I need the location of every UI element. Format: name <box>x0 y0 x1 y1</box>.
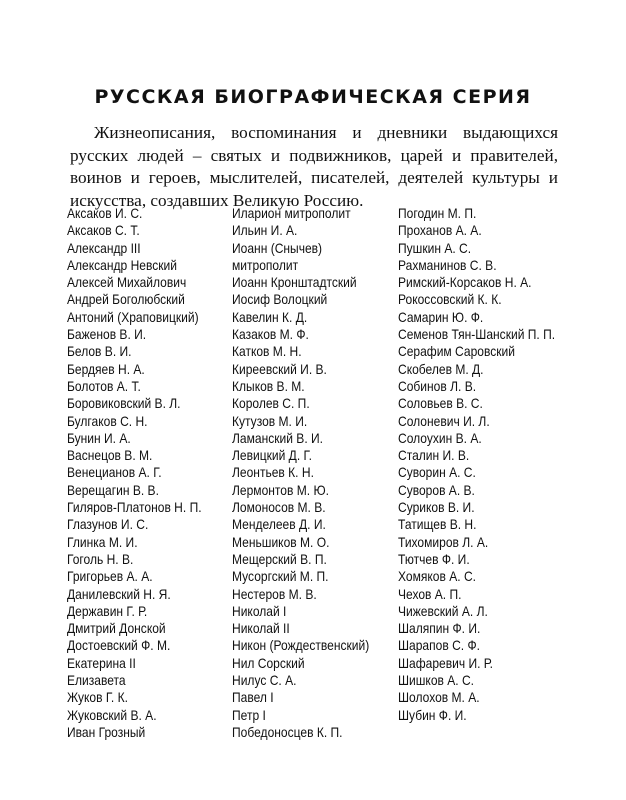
list-item: Киреевский И. В. <box>232 360 327 377</box>
list-item: Мусоргский М. П. <box>232 568 329 585</box>
list-item: Чижевский А. Л. <box>398 602 488 619</box>
list-item: Екатерина II <box>67 654 136 671</box>
list-item: Иоанн (Снычев) <box>232 239 323 256</box>
list-item: Достоевский Ф. М. <box>67 637 171 654</box>
list-item: Ломоносов М. В. <box>232 499 326 516</box>
list-item: Бунин И. А. <box>67 429 131 446</box>
list-item: Нил Сорский <box>232 654 305 671</box>
list-item: Болотов А. Т. <box>67 377 141 394</box>
list-item: Суворин А. С. <box>398 464 476 481</box>
list-item: Боровиковский В. Л. <box>67 395 181 412</box>
list-item: Елизавета <box>67 672 126 689</box>
list-item: Солоухин В. А. <box>398 429 482 446</box>
list-item: Кутузов М. И. <box>232 412 308 429</box>
list-item: Антоний (Храповицкий) <box>67 308 199 325</box>
list-item: Соловьев В. С. <box>398 395 483 412</box>
list-item: Кавелин К. Д. <box>232 308 308 325</box>
list-item: Гиляров-Платонов Н. П. <box>67 499 202 516</box>
list-item: Суворов А. В. <box>398 481 475 498</box>
list-item: Жуков Г. К. <box>67 689 128 706</box>
list-item: Никон (Рождественский) <box>232 637 370 654</box>
list-item: Королев С. П. <box>232 395 310 412</box>
list-item: Аксаков С. Т. <box>67 222 140 239</box>
list-item: Гоголь Н. В. <box>67 550 134 567</box>
list-item: Павел I <box>232 689 274 706</box>
list-item: Шаляпин Ф. И. <box>398 620 481 637</box>
list-item: Шолохов М. А. <box>398 689 480 706</box>
list-item: Победоносцев К. П. <box>232 723 343 740</box>
list-item: Иван Грозный <box>67 723 146 740</box>
list-item: Казаков М. Ф. <box>232 326 309 343</box>
list-item: Иоанн Кронштадтский <box>232 274 357 291</box>
names-column-2 <box>232 205 369 741</box>
list-item: Чехов А. П. <box>398 585 462 602</box>
list-item: Шафаревич И. Р. <box>398 654 493 671</box>
list-item: Жуковский В. А. <box>67 706 157 723</box>
list-item: Шубин Ф. И. <box>398 706 467 723</box>
list-item: Татищев В. Н. <box>398 516 477 533</box>
list-item: Ильин И. А. <box>232 222 298 239</box>
page-title: РУССКАЯ БИОГРАФИЧЕСКАЯ СЕРИЯ <box>94 86 532 108</box>
list-item: Левицкий Д. Г. <box>232 447 312 464</box>
list-item: Андрей Боголюбский <box>67 291 185 308</box>
list-item: Державин Г. Р. <box>67 602 148 619</box>
list-item: Булгаков С. Н. <box>67 412 148 429</box>
list-item: Лермонтов М. Ю. <box>232 481 329 498</box>
list-item: Клыков В. М. <box>232 377 305 394</box>
list-item: Пушкин А. С. <box>398 239 472 256</box>
list-item: Данилевский Н. Я. <box>67 585 171 602</box>
list-item: Белов В. И. <box>67 343 132 360</box>
list-item: Иосиф Волоцкий <box>232 291 328 308</box>
list-item: Венецианов А. Г. <box>67 464 162 481</box>
list-item: Шарапов С. Ф. <box>398 637 480 654</box>
list-item: Рахманинов С. В. <box>398 256 497 273</box>
list-item: Бердяев Н. А. <box>67 360 145 377</box>
intro-paragraph: Жизнеописания, воспоминания и дневники выдающихся русских людей – святых и подвижников, царей и правителей, воинов и героев, мыслителей, писателей, деятелей культуры и искусства, создавших Великую Россию. <box>70 123 558 210</box>
names-column-3 <box>398 205 555 724</box>
list-item: Глазунов И. С. <box>67 516 149 533</box>
list-item: Погодин М. П. <box>398 205 477 221</box>
list-item: Аксаков И. С. <box>67 205 143 221</box>
list-item: Дмитрий Донской <box>67 620 166 637</box>
list-item: Самарин Ю. Ф. <box>398 308 484 325</box>
list-item: Баженов В. И. <box>67 326 147 343</box>
list-item: Сталин И. В. <box>398 447 470 464</box>
list-item: Васнецов В. М. <box>67 447 153 464</box>
list-item: Хомяков А. С. <box>398 568 476 585</box>
list-item: Тихомиров Л. А. <box>398 533 489 550</box>
list-item: Скобелев М. Д. <box>398 360 484 377</box>
list-item: Рокоссовский К. К. <box>398 291 502 308</box>
list-item: Нилус С. А. <box>232 672 297 689</box>
list-item: Леонтьев К. Н. <box>232 464 314 481</box>
list-item: Алексей Михайлович <box>67 274 187 291</box>
list-item: Суриков В. И. <box>398 499 475 516</box>
list-item: Глинка М. И. <box>67 533 138 550</box>
list-item: Шишков А. С. <box>398 672 475 689</box>
list-item: Тютчев Ф. И. <box>398 550 470 567</box>
list-item: Верещагин В. В. <box>67 481 159 498</box>
list-item: Серафим Саровский <box>398 343 515 360</box>
list-item: Нестеров М. В. <box>232 585 317 602</box>
list-item: Мещерский В. П. <box>232 550 327 567</box>
list-item: Николай I <box>232 602 287 619</box>
list-item: Николай II <box>232 620 290 637</box>
list-item: Собинов Л. В. <box>398 377 477 394</box>
list-item: Менделеев Д. И. <box>232 516 326 533</box>
list-item: Римский-Корсаков Н. А. <box>398 274 532 291</box>
list-item: Петр I <box>232 706 266 723</box>
list-item: Солоневич И. Л. <box>398 412 490 429</box>
list-item: Катков М. Н. <box>232 343 302 360</box>
list-item: Александр Невский <box>67 256 177 273</box>
list-item: Семенов Тян-Шанский П. П. <box>398 326 556 343</box>
names-column-1 <box>67 205 202 741</box>
list-item: митрополит <box>232 256 299 273</box>
list-item: Григорьев А. А. <box>67 568 153 585</box>
list-item: Александр III <box>67 239 141 256</box>
list-item: Иларион митрополит <box>232 205 351 221</box>
list-item: Меньшиков М. О. <box>232 533 330 550</box>
list-item: Проханов А. А. <box>398 222 482 239</box>
list-item: Ламанский В. И. <box>232 429 324 446</box>
